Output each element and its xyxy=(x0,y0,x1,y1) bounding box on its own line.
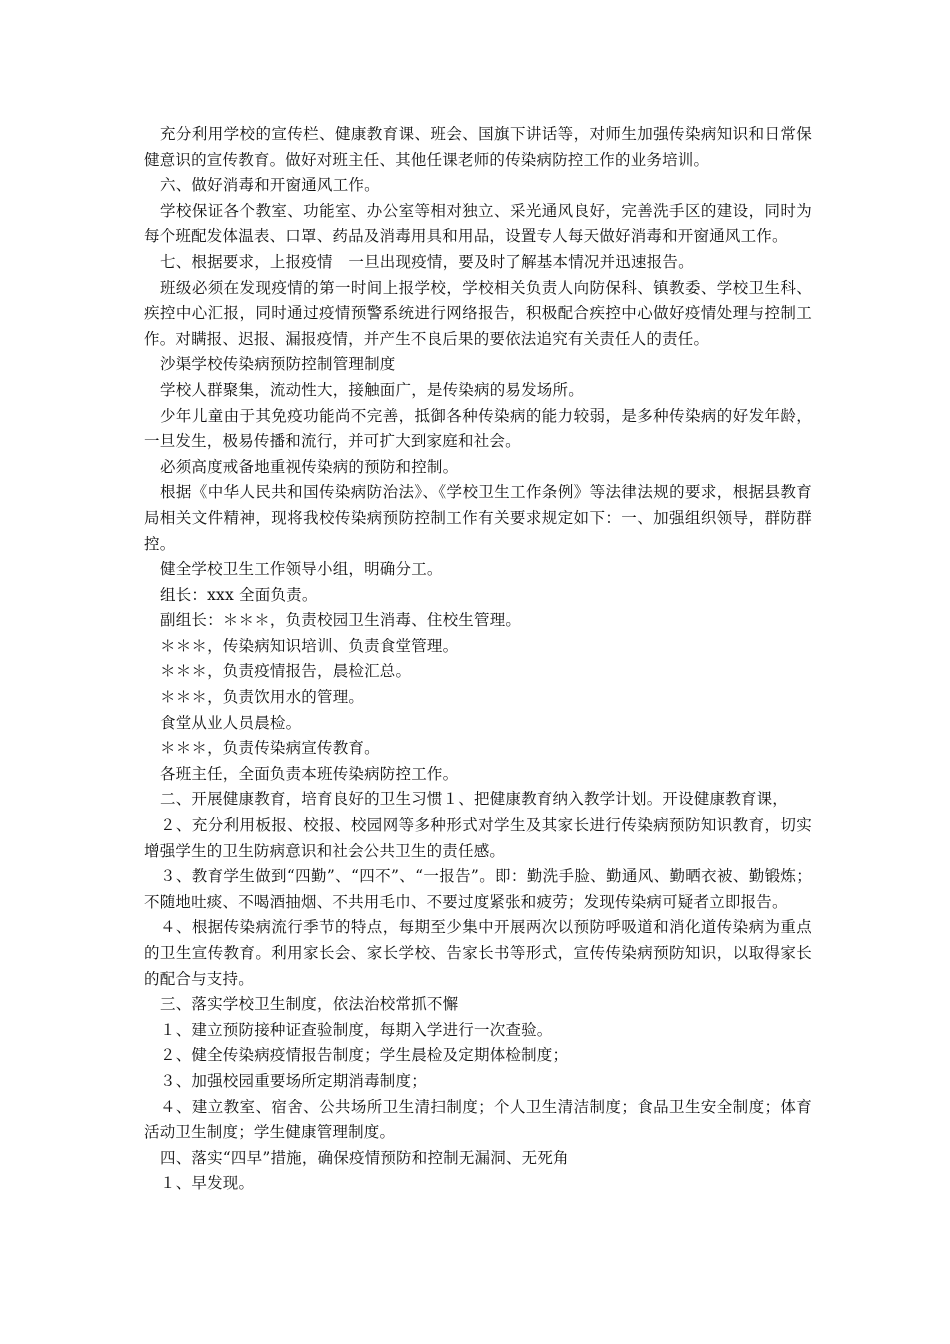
paragraph: 学校人群聚集，流动性大，接触面广，是传染病的易发场所。 xyxy=(160,380,584,399)
list-item: １、早发现。 xyxy=(160,1174,255,1193)
section-heading: 二、开展健康教育，培育良好的卫生习惯１、把健康教育纳入教学计划。开设健康教育课， xyxy=(160,790,789,809)
list-item: ＊＊＊，负责传染病宣传教育。 xyxy=(160,739,380,758)
document-title: 沙渠学校传染病预防控制管理制度 xyxy=(160,355,396,374)
list-item: １、建立预防接种证查验制度，每期入学进行一次查验。 xyxy=(160,1020,553,1039)
list-item: ＊＊＊，负责饮用水的管理。 xyxy=(160,688,365,707)
list-item: ４、根据传染病流行季节的特点，每期至少集中开展两次以预防呼吸道和消化道传染病为重点的卫生宣传教育。利用家长会、家长学校、告家长书等形式，宣传传染病预防知识，以取得家长的配合与支持。 xyxy=(144,918,812,988)
list-item: ２、充分利用板报、校报、校园网等多种形式对学生及其家长进行传染病预防知识教育，切实增强学生的卫生防病意识和社会公共卫生的责任感。 xyxy=(144,816,812,860)
paragraph: 学校保证各个教室、功能室、办公室等相对独立、采光通风良好，完善洗手区的建设，同时为每个班配发体温表、口罩、药品及消毒用具和用品，设置专人每天做好消毒和开窗通风工作。 xyxy=(144,201,812,246)
list-item: ３、加强校园重要场所定期消毒制度； xyxy=(160,1071,427,1090)
section-heading: 三、落实学校卫生制度，依法治校常抓不懈 xyxy=(160,995,459,1014)
list-item: ３、教育学生做到“四勤”、“四不”、“一报告”。即：勤洗手脸、勤通风、勤晒衣被、勤锻炼；不随地吐痰、不喝酒抽烟、不共用毛巾、不要过度紧张和疲劳；发现传染病可疑者立即报告。 xyxy=(144,867,812,911)
list-item: ＊＊＊，传染病知识培训、负责食堂管理。 xyxy=(160,636,459,655)
section-heading: 七、根据要求，上报疫情 一旦出现疫情，要及时了解基本情况并迅速报告。 xyxy=(160,252,694,271)
paragraph: 根据《中华人民共和国传染病防治法》、《学校卫生工作条例》等法律法规的要求，根据县教育局相关文件精神，现将我校传染病预防控制工作有关要求规定如下：一、加强组织领导，群防群控。 xyxy=(144,483,812,553)
section-heading: 四、落实“四早”措施，确保疫情预防和控制无漏洞、无死角 xyxy=(160,1148,569,1167)
list-item: ４、建立教室、宿舍、公共场所卫生清扫制度；个人卫生清洁制度；食品卫生安全制度；体育活动卫生制度；学生健康管理制度。 xyxy=(144,1097,812,1142)
list-item: 组长：xxx 全面负责。 xyxy=(160,585,318,604)
paragraph: 健全学校卫生工作领导小组，明确分工。 xyxy=(160,560,443,579)
document-body xyxy=(144,122,812,1197)
list-item: ＊＊＊，负责疫情报告，晨检汇总。 xyxy=(160,662,412,681)
list-item: 各班主任，全面负责本班传染病防控工作。 xyxy=(160,764,459,783)
paragraph: 必须高度戒备地重视传染病的预防和控制。 xyxy=(160,457,459,476)
section-heading: 六、做好消毒和开窗通风工作。 xyxy=(160,176,380,195)
paragraph: 少年儿童由于其免疫功能尚不完善，抵御各种传染病的能力较弱，是多种传染病的好发年龄，一旦发生，极易传播和流行，并可扩大到家庭和社会。 xyxy=(144,406,812,451)
list-item: 副组长：＊＊＊，负责校园卫生消毒、住校生管理。 xyxy=(160,611,522,630)
list-item: 食堂从业人员晨检。 xyxy=(160,713,302,732)
paragraph: 班级必须在发现疫情的第一时间上报学校，学校相关负责人向防保科、镇教委、学校卫生科、疾控中心汇报，同时通过疫情预警系统进行网络报告，积极配合疾控中心做好疫情处理与控制工作。对瞒报、迟报、漏报疫情，并产生不良后果的要依法追究有关责任人的责任。 xyxy=(144,278,812,348)
paragraph: 充分利用学校的宣传栏、健康教育课、班会、国旗下讲话等，对师生加强传染病知识和日常保健意识的宣传教育。做好对班主任、其他任课老师的传染病防控工作的业务培训。 xyxy=(144,125,812,169)
list-item: ２、健全传染病疫情报告制度；学生晨检及定期体检制度； xyxy=(160,1046,569,1065)
